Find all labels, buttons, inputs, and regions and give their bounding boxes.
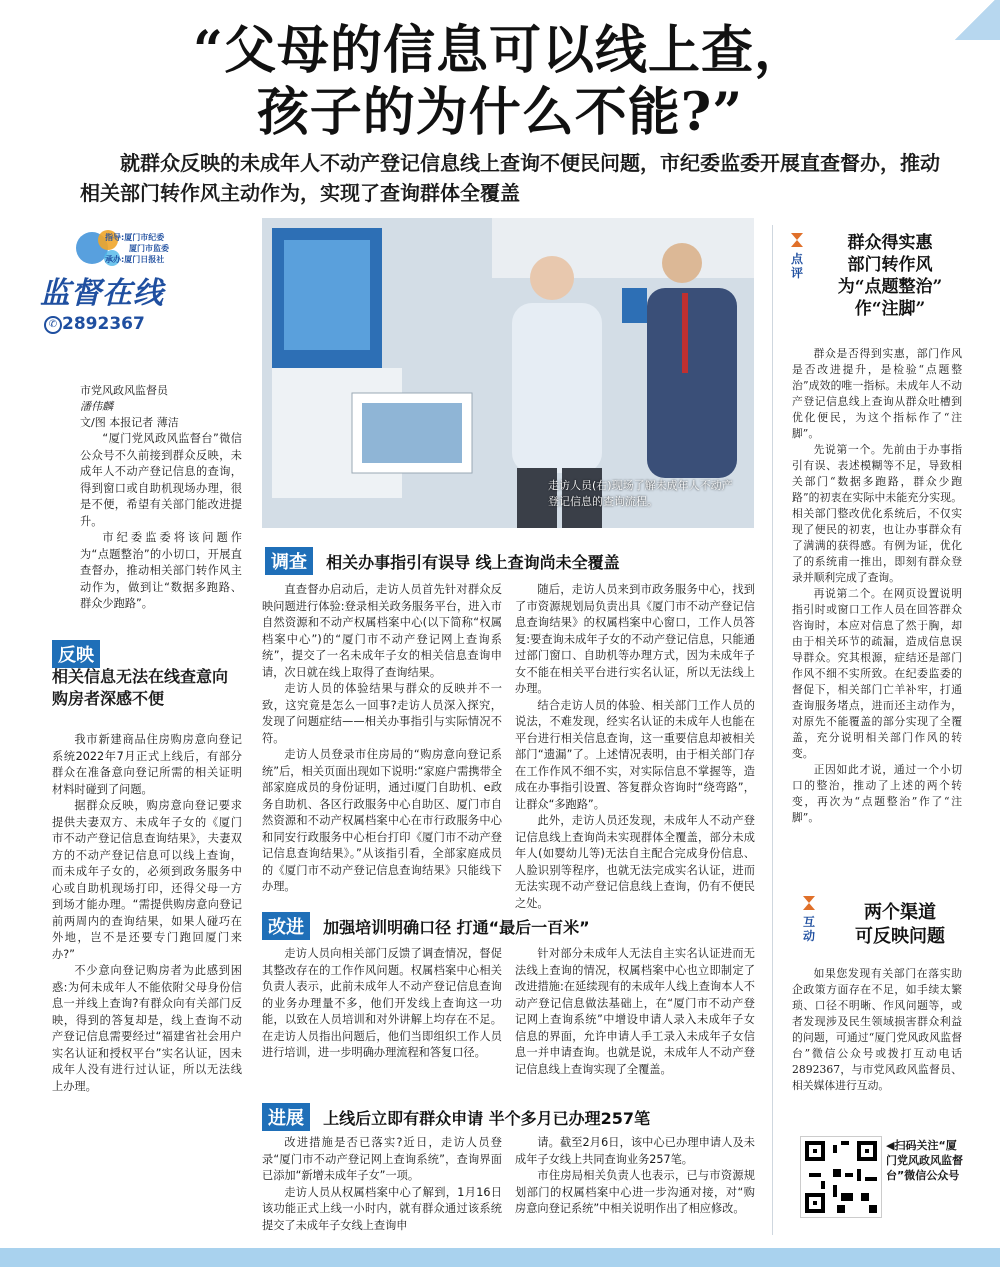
- column-divider: [772, 225, 773, 1235]
- reflect-paragraph: 不少意向登记购房者为此感到困惑:为何未成年人不能依附父母身份信息一并线上查询?有群众向有关部门反映，得到的答复却是，线上查询不动产登记信息需要经过“福建省社会用户实名认证和授权平台”实名认证，因未成年人没有进行过认证，所以无法线上办理。: [52, 964, 242, 1093]
- improve-paragraph: 走访人员向相关部门反馈了调查情况，督促其整改存在的工作作风问题。权属档案中心相关负责人表示，此前未成年人不动产登记信息查询的业务办理量不多，他们开发线上查询这一功能，以致在人员培训和对外讲解上均存在不足。在走访人员指出问题后，他们当即组织工作人员进行培训，进一步明确办理流程和答复口径。: [262, 947, 502, 1059]
- progress-tag: 进展: [262, 1103, 310, 1131]
- logo-guide: 指导:厦门市纪委 厦门市监委 承办:厦门日报社: [105, 233, 169, 264]
- headline-line-1: “父母的信息可以线上查，: [193, 20, 807, 81]
- bottom-bar: [0, 1248, 1000, 1267]
- progress-paragraph: 市住房局相关负责人也表示，已与市资源规划部门的权属档案中心进一步沟通对接，对“购房意向登记系统”中相关说明作出了相应修改。: [515, 1169, 755, 1215]
- survey-paragraph: 随后，走访人员来到市政务服务中心，找到了市资源规划局负责出具《厦门市不动产登记信息查询结果》的权属档案中心窗口，工作人员答复:要查询未成年子女的不动产登记信息，只能通过部门窗口、自助机等办理方式，因为未成年子女不能在相关平台进行实名认证，所以无法线上办理。: [515, 583, 755, 695]
- survey-paragraph: 走访人员的体验结果与群众的反映并不一致，这究竟是怎么一回事?走访人员深入探究，发现了问题症结——相关办事指引与实际情况不符。: [262, 682, 502, 745]
- reflect-tag: 反映: [52, 640, 100, 668]
- review-paragraph: 群众是否得到实惠，部门作风是否改进提升，是检验“点题整治”成效的唯一指标。未成年人不动产登记信息线上查询从群众吐槽到优化便民，为这个指标作了“注脚”。: [792, 347, 962, 440]
- survey-left-column: [262, 582, 502, 896]
- review-title: 群众得实惠 部门转作风 为“点题整治” 作“注脚”: [837, 233, 943, 319]
- improve-paragraph: 针对部分未成年人无法自主实名认证进而无法线上查询的情况，权属档案中心也立即制定了改进措施:在延续现有的未成年人线上查询本人不动产登记信息做法基础上，在“厦门市不动产登记网上查询系统”中增设申请人录入未成年子女信息的界面，允许申请人手工录入未成年子女信息一并申请查询。也就是说，未成年人不动产登记信息线上查询实现了全覆盖。: [515, 947, 755, 1076]
- review-tag: 点评: [790, 252, 803, 280]
- intro-paragraph: 市纪委监委将该问题作为“点题整治”的小切口，开展直查督办，推动相关部门转作风主动作为，做到让“数据多跑路、群众少跑路”。: [80, 531, 242, 610]
- hourglass-icon: [802, 895, 816, 911]
- hourglass-icon: [790, 232, 804, 248]
- interact-column: [792, 966, 962, 1094]
- reflect-paragraph: 我市新建商品住房购房意向登记系统2022年7月正式上线后，有部分群众在准备意向登记所需的相关证明材料时碰到了问题。: [52, 733, 242, 796]
- progress-paragraph: 走访人员从权属档案中心了解到，1月16日该功能正式上线一小时内，就有群众通过该系统提交了未成年子女线上查询申: [262, 1185, 502, 1232]
- review-paragraph: 正因如此才说，通过一个小切口的整治，推动了上述的两个转变，再次为“点题整治”作了“注脚”。: [792, 763, 962, 824]
- progress-header: [262, 1103, 762, 1131]
- phone-icon: ✆: [44, 316, 62, 334]
- interact-paragraph: 如果您发现有关部门在落实助企政策方面存在不足，如手续太繁琐、口径不明晰、作风问题等，或者发现涉及民生领域损害群众利益的问题，可通过“厦门党风政风监督台”微信公众号或拨打互动电话2892367，与市党风政风监督员、相关媒体进行互动。: [792, 967, 962, 1092]
- improve-header: [262, 912, 752, 940]
- subtitle: 就群众反映的未成年人不动产登记信息线上查询不便民问题，市纪委监委开展直查督办，推动相关部门转作风主动作为，实现了查询群体全覆盖: [80, 151, 940, 205]
- survey-title: 相关办事指引有误导 线上查询尚未全覆盖: [326, 553, 620, 572]
- qr-note: ◀扫码关注“厦门党风政风监督台”微信公众号: [886, 1139, 963, 1182]
- qr-code-icon: [801, 1137, 881, 1217]
- survey-tag: 调查: [265, 547, 313, 575]
- survey-header: [265, 547, 755, 575]
- review-paragraph: 再说第二个。在网页设置说明指引时或窗口工作人员在回答群众咨询时，本应对信息了然于胸，却由于相关环节的疏漏，造成信息误导群众。究其根源，症结还是部门作风不细不实所致。在纪委监委的督促下，相关部门亡羊补牢，打通查询服务堵点，进而还主动作为，对原先不能覆盖的部分实现了全覆盖，充分说明相关部门作风的转变。: [792, 587, 962, 760]
- improve-tag: 改进: [262, 912, 310, 940]
- headline: [40, 20, 960, 144]
- survey-paragraph: 直查督办启动后，走访人员首先针对群众反映问题进行体验:登录相关政务服务平台，进入市自然资源和不动产权属档案中心(以下简称“权属档案中心”)的“厦门市不动产登记网上查询系统”，提交了一名未成年子女的相关信息查询申请，次日就在线上取得了查询结果。: [262, 583, 502, 679]
- reflect-paragraph: 据群众反映，购房意向登记要求提供夫妻双方、未成年子女的《厦门市不动产登记信息查询结果》，夫妻双方的不动产登记信息可以线上查询，而未成年子女的，必须到政务服务中心或自助机现场打印，还得父母一方到场才能办理。“需提供购房意向登记前两周内的查询结果，如果人碰巧在外地，岂不是还要专门跑回厦门来办?”: [52, 799, 242, 961]
- headline-line-2: 孩子的为什么不能?”: [256, 82, 744, 143]
- reflect-column: [52, 732, 242, 1095]
- survey-paragraph: 走访人员登录市住房局的“购房意向登记系统”后，相关页面出现如下说明:“家庭户需携带全部家庭成员的身份证明，通过i厦门自助机、e政务自助机、各区行政服务中心自助区、厦门市自然资源和不动产权属档案中心在市行政服务中心和同安行政服务中心柜台打印《厦门市不动产登记信息查询结果》。”从该指引看，全部家庭成员的《厦门市不动产登记信息查询结果》只能线下办理。: [262, 748, 502, 893]
- review-paragraph: 先说第一个。先前由于办事指引有误、表述模糊等不足，导致相关部门“数据多跑路，群众少跑路”的初衷在实际中未能充分实现。相关部门整改优化系统后，不仅实现了便民的初衷，也让办事群众有了满满的获得感。有例为证，优化了的系统甫一推出，即刻有群众登录并顺利完成了查询。: [792, 443, 962, 584]
- survey-paragraph: 此外，走访人员还发现，未成年人不动产登记信息线上查询尚未实现群体全覆盖，部分未成年人(如婴幼儿等)无法自主配合完成身份信息、人脸识别等程序，也就无法完成实名认证，进而无法实现不动产登记信息线上查询，仍有不便民之处。: [515, 814, 755, 910]
- reflect-title: 相关信息无法在线查意向购房者深感不便: [52, 667, 229, 708]
- review-column: [792, 346, 962, 826]
- survey-right-column: [515, 582, 755, 912]
- logo-phone: 2892367: [62, 314, 145, 334]
- progress-title: 上线后立即有群众申请 半个多月已办理257笔: [323, 1109, 651, 1128]
- intro-column: [80, 431, 242, 613]
- qr-code[interactable]: [800, 1136, 882, 1218]
- logo-title: 监督在线: [40, 276, 164, 311]
- progress-left-column: [262, 1135, 502, 1234]
- progress-right-column: [515, 1135, 755, 1218]
- improve-left-column: [262, 946, 502, 1062]
- progress-paragraph: 改进措施是否已落实?近日，走访人员登录“厦门市不动产登记网上查询系统”，查询界面已添加“新增未成年子女”一项。: [262, 1136, 502, 1182]
- interact-title: 两个渠道 可反映问题: [855, 902, 945, 947]
- intro-paragraph: “厦门党风政风监督台”微信公众号不久前接到群众反映，未成年人不动产登记信息的查询，得到窗口或自助机现场办理，很是不便，希望有关部门能改进提升。: [80, 432, 242, 528]
- progress-paragraph: 请。截至2月6日，该中心已办理申请人及未成年子女线上共同查询业务257笔。: [515, 1136, 755, 1166]
- byline: 市党风政风监督员 潘伟麟 文/图 本报记者 薄洁: [80, 384, 179, 429]
- improve-right-column: [515, 946, 755, 1078]
- survey-paragraph: 结合走访人员的体验、相关部门工作人员的说法，不难发现，经实名认证的未成年人也能在平台进行相关信息查询，这一重要信息却被相关部门“遗漏”了。上述情况表明，由于相关部门存在工作作风不细不实，对实际信息不掌握等，造成在办事指引设置、答复群众咨询时“绕弯路”，让群众“多跑路”。: [515, 698, 755, 811]
- improve-title: 加强培训明确口径 打通“最后一百米”: [323, 918, 590, 937]
- interact-tag: 互动: [802, 915, 815, 943]
- photo-caption: 走访人员(右)现场了解未成年人不动产登记信息的查询流程。: [548, 479, 733, 508]
